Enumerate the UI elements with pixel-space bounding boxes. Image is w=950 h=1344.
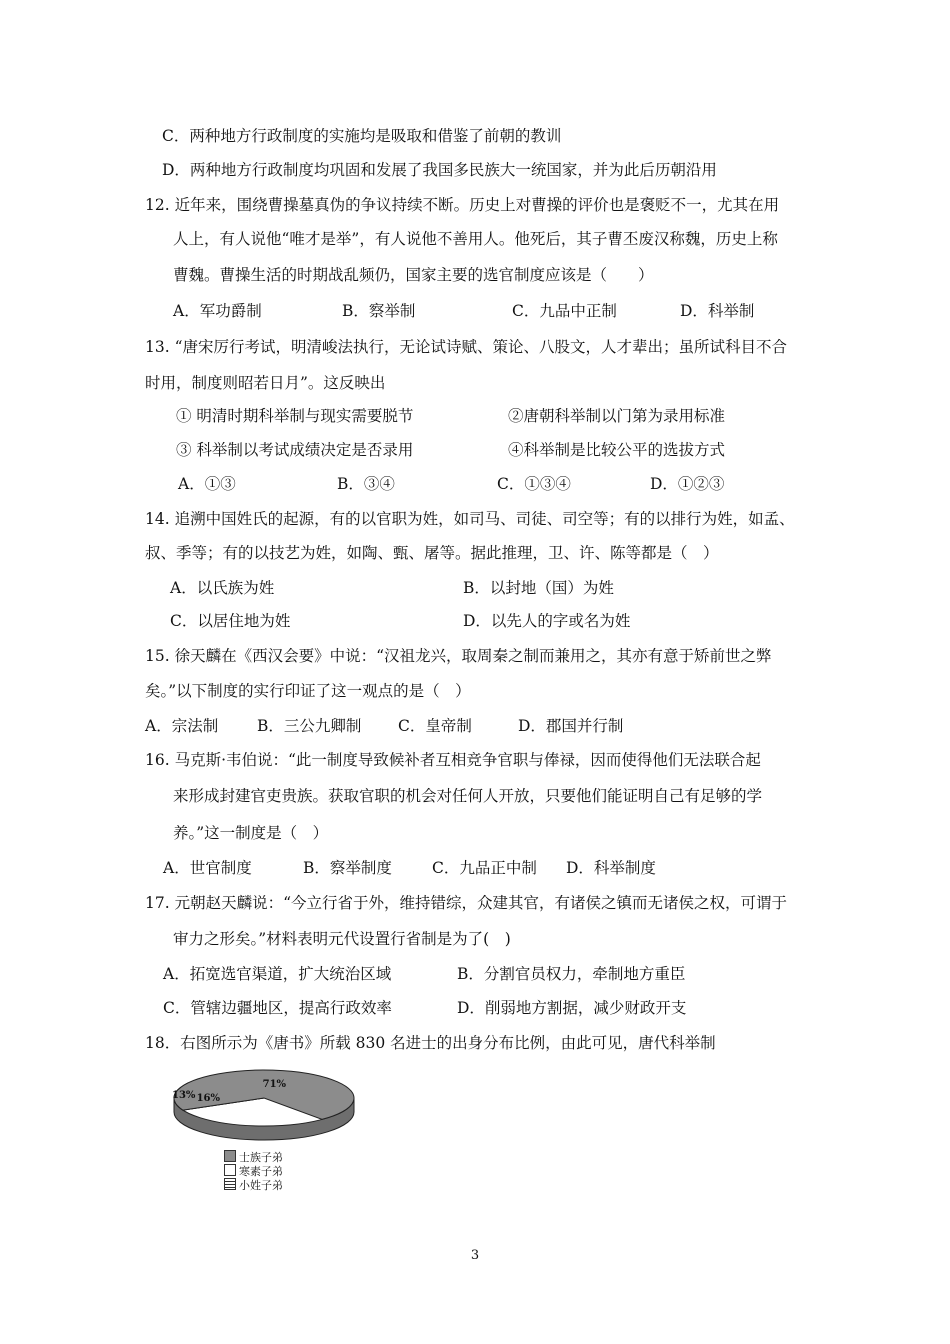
q12-option-a: A．军功爵制 <box>173 302 262 320</box>
q12-stem-line-3: 曹魏。曹操生活的时期战乱频仍，国家主要的选官制度应该是（ ） <box>173 266 654 284</box>
q16-option-c: C．九品正中制 <box>432 859 537 877</box>
q17-option-b: B．分割官员权力，牵制地方重臣 <box>457 965 686 983</box>
pie-label-0: 71% <box>262 1078 287 1090</box>
q13-stem-line-1: 13. “唐宋厉行考试，明清峻法执行，无论试诗赋、策论、八股文，人才辈出；虽所试科目不合 <box>145 338 788 356</box>
q13-option-d: D．①②③ <box>650 475 725 493</box>
q13-statement-1: ① 明清时期科举制与现实需要脱节 <box>176 407 414 425</box>
pie-chart <box>166 1066 362 1148</box>
q13-statement-2: ②唐朝科举制以门第为录用标准 <box>508 407 726 425</box>
q12-stem-line-2: 人上，有人说他“唯才是举”，有人说他不善用人。他死后，其子曹丕废汉称魏，历史上称 <box>173 230 778 248</box>
legend-label-0: 士族子弟 <box>239 1151 283 1164</box>
q14-option-d: D．以先人的字或名为姓 <box>463 612 631 630</box>
q17-option-c: C．管辖边疆地区，提高行政效率 <box>163 999 392 1017</box>
q13-statement-4: ④科举制是比较公平的选拔方式 <box>508 441 726 459</box>
page-number: 3 <box>470 1248 480 1263</box>
legend-label-2: 小姓子弟 <box>239 1179 283 1192</box>
q14-stem-line-1: 14. 追溯中国姓氏的起源，有的以官职为姓，如司马、司徒、司空等；有的以排行为姓，如孟、 <box>145 510 795 528</box>
q18-stem-line-1: 18．右图所示为《唐书》所载 830 名进士的出身分布比例，由此可见，唐代科举制 <box>145 1034 716 1052</box>
q13-stem-line-2: 时用，制度则昭若日月”。这反映出 <box>145 374 386 392</box>
q16-stem-line-3: 养。”这一制度是（ ） <box>173 824 329 842</box>
q15-option-a: A．宗法制 <box>145 717 219 735</box>
q15-option-b: B．三公九卿制 <box>257 717 362 735</box>
q12-option-c: C．九品中正制 <box>512 302 617 320</box>
q16-stem-line-1: 16. 马克斯·韦伯说：“此一制度导致候补者互相竞争官职与俸禄，因而使得他们无法联合起 <box>145 751 761 769</box>
q14-option-a: A．以氏族为姓 <box>170 579 275 597</box>
q15-stem-line-1: 15. 徐天麟在《西汉会要》中说：“汉祖龙兴，取周秦之制而兼用之，其亦有意于矫前世之弊 <box>145 647 772 665</box>
q16-stem-line-2: 来形成封建官吏贵族。获取官职的机会对任何人开放，只要他们能证明自己有足够的学 <box>173 787 763 805</box>
q16-option-a: A．世官制度 <box>163 859 252 877</box>
q17-stem-line-2: 审力之形矣。”材料表明元代设置行省制是为了( ) <box>173 930 511 948</box>
legend-swatch-lines <box>224 1178 236 1190</box>
q11-option-c: C．两种地方行政制度的实施均是吸取和借鉴了前朝的教训 <box>162 127 562 145</box>
q15-option-c: C．皇帝制 <box>398 717 472 735</box>
legend-swatch-solid <box>224 1150 236 1162</box>
q13-option-a: A．①③ <box>178 475 236 493</box>
legend-swatch-blank <box>224 1164 236 1176</box>
q13-option-c: C．①③④ <box>497 475 571 493</box>
q11-option-d: D．两种地方行政制度均巩固和发展了我国多民族大一统国家，并为此后历朝沿用 <box>162 161 717 179</box>
pie-label-1: 16% <box>196 1093 220 1105</box>
q17-option-a: A．拓宽选官渠道，扩大统治区域 <box>163 965 392 983</box>
legend-label-1: 寒素子弟 <box>239 1165 283 1178</box>
pie-label-2: 13% <box>172 1090 196 1101</box>
q17-option-d: D．削弱地方割据，减少财政开支 <box>457 999 687 1017</box>
q15-option-d: D．郡国并行制 <box>518 717 624 735</box>
q12-option-d: D．科举制 <box>680 302 755 320</box>
q12-stem-line-1: 12. 近年来，围绕曹操墓真伪的争议持续不断。历史上对曹操的评价也是褒贬不一，尤其在用 <box>145 196 780 214</box>
q16-option-b: B．察举制度 <box>303 859 392 877</box>
q12-option-b: B．察举制 <box>342 302 416 320</box>
q16-option-d: D．科举制度 <box>566 859 656 877</box>
legend-item-2 <box>224 1178 283 1193</box>
legend-item-1 <box>224 1164 283 1179</box>
q15-stem-line-2: 矣。”以下制度的实行印证了这一观点的是（ ） <box>145 682 471 700</box>
q13-option-b: B．③④ <box>337 475 395 493</box>
q17-stem-line-1: 17. 元朝赵天麟说：“今立行省于外，维持错综，众建其官，有诸侯之镇而无诸侯之权，可谓于 <box>145 894 788 912</box>
q14-option-c: C．以居住地为姓 <box>170 612 291 630</box>
legend-item-0 <box>224 1150 283 1165</box>
q14-stem-line-2: 叔、季等；有的以技艺为姓，如陶、甄、屠等。据此推理，卫、许、陈等都是（ ） <box>145 544 719 562</box>
q14-option-b: B．以封地（国）为姓 <box>463 579 614 597</box>
q13-statement-3: ③ 科举制以考试成绩决定是否录用 <box>176 441 414 459</box>
